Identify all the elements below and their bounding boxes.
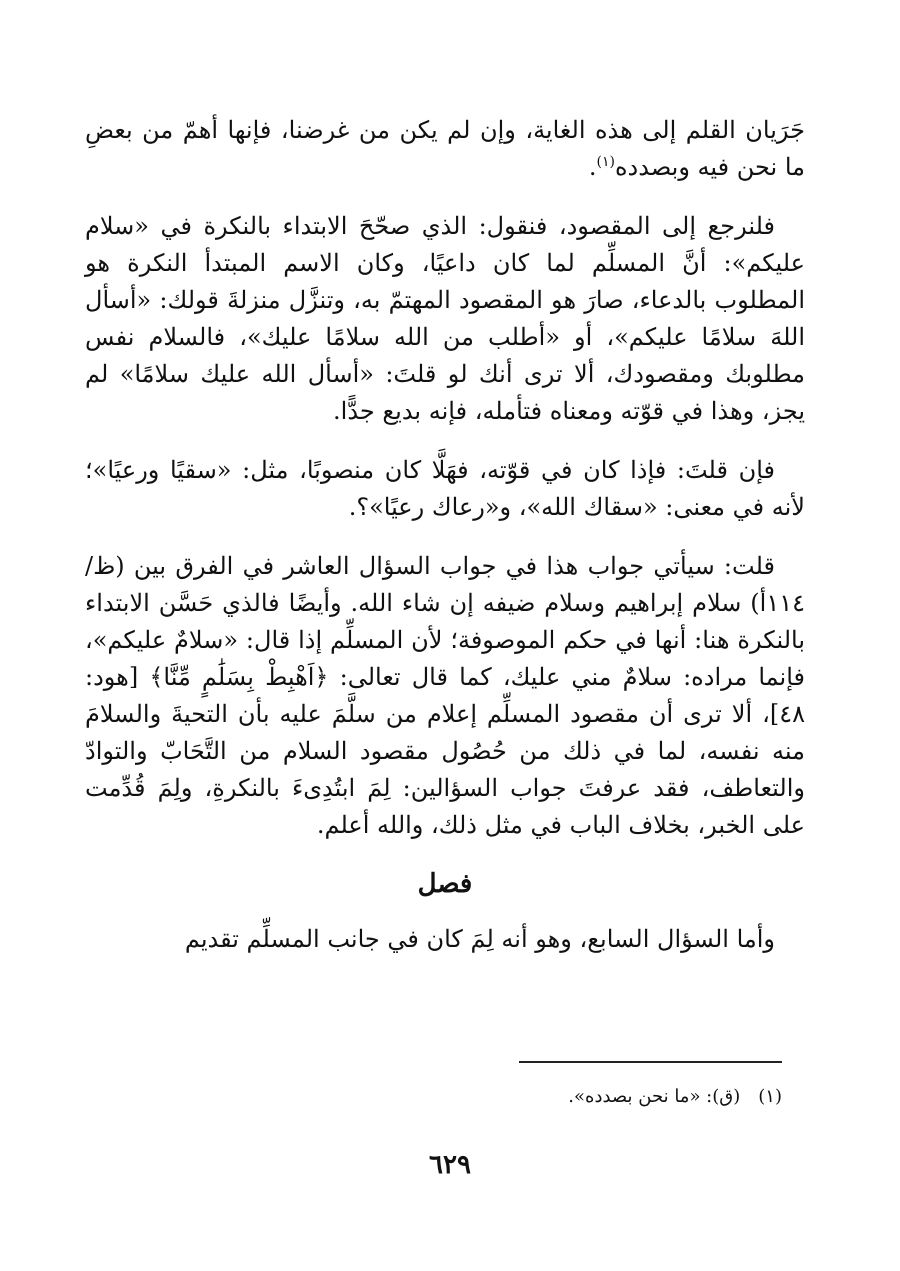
section-heading: فصل (417, 869, 473, 899)
paragraph-5: وأما السؤال السابع، وهو أنه لِمَ كان في جانب المسلِّم تقديم (184, 925, 775, 953)
footnote (122, 1084, 782, 1110)
paragraph-2: فلنرجع إلى المقصود، فنقول: الذي صحّحَ الابتداء بالنكرة في «سلام عليكم»: أنَّ المسلِّم لما كان داعيًا، وكان الاسم المبتدأ النكرة هو المطلوب بالدعاء، صارَ هو المقصود المهتمّ به، وتنزَّل منزلةَ قولك: «أسأل اللهَ سلامًا عليكم»، أو «أطلب من الله سلامًا عليك»، فالسلام نفس مطلوبك ومقصودك، ألا ترى أنك لو قلتَ: «أسأل الله عليك سلامًا» لم يجز، وهذا في قوّته ومعناه فتأمله، فإنه بديع جدًّا. (85, 212, 805, 425)
footnote-text: (ق): «ما نحن بصدده». (568, 1086, 741, 1107)
paragraph-1-tail: . (588, 153, 597, 181)
paragraph-1 (85, 112, 805, 186)
main-text (85, 112, 805, 980)
paragraph-1-text: جَرَيان القلم إلى هذه الغاية، وإن لم يكن من غرضنا، فإنها أهمّ من بعضِ ما نحن فيه وبصدده (85, 116, 805, 181)
paragraph-4: قلت: سيأتي جواب هذا في جواب السؤال العاشر في الفرق بين (ظ/١١٤أ) سلام إبراهيم وسلام ضيفه إن شاء الله. وأيضًا فالذي حَسَّن الابتداء بالنكرة هنا: أنها في حكم الموصوفة؛ لأن المسلِّم إذا قال: «سلامٌ عليكم»، فإنما مراده: سلامٌ مني عليك، كما قال تعالى: ﴿اَهْبِطْ بِسَلَٰمٍ مِّنَّا﴾ [هود: ٤٨]، ألا ترى أن مقصود المسلِّم إعلام من سلَّمَ عليه بأن التحيةَ والسلامَ منه نفسه، لما في ذلك من حُصُول مقصود السلام من التَّحَابّ والتوادّ والتعاطف، فقد عرفتَ جواب السؤالين: لِمَ ابتُدِىءَ بالنكرةِ، ولِمَ قُدِّمت على الخبر، بخلاف الباب في مثل ذلك، والله أعلم. (85, 552, 805, 839)
footnote-reference[interactable]: (١) (596, 154, 615, 170)
footnote-number: (١) (758, 1086, 782, 1107)
paragraph-3: فإن قلتَ: فإذا كان في قوّته، فهَلَّا كان منصوبًا، مثل: «سقيًا ورعيًا»؛ لأنه في معنى: «سقاك الله»، و«رعاك رعيًا»؟. (85, 456, 805, 521)
page-number: ٦٢٩ (429, 1150, 471, 1180)
footnote-divider (519, 1061, 782, 1063)
